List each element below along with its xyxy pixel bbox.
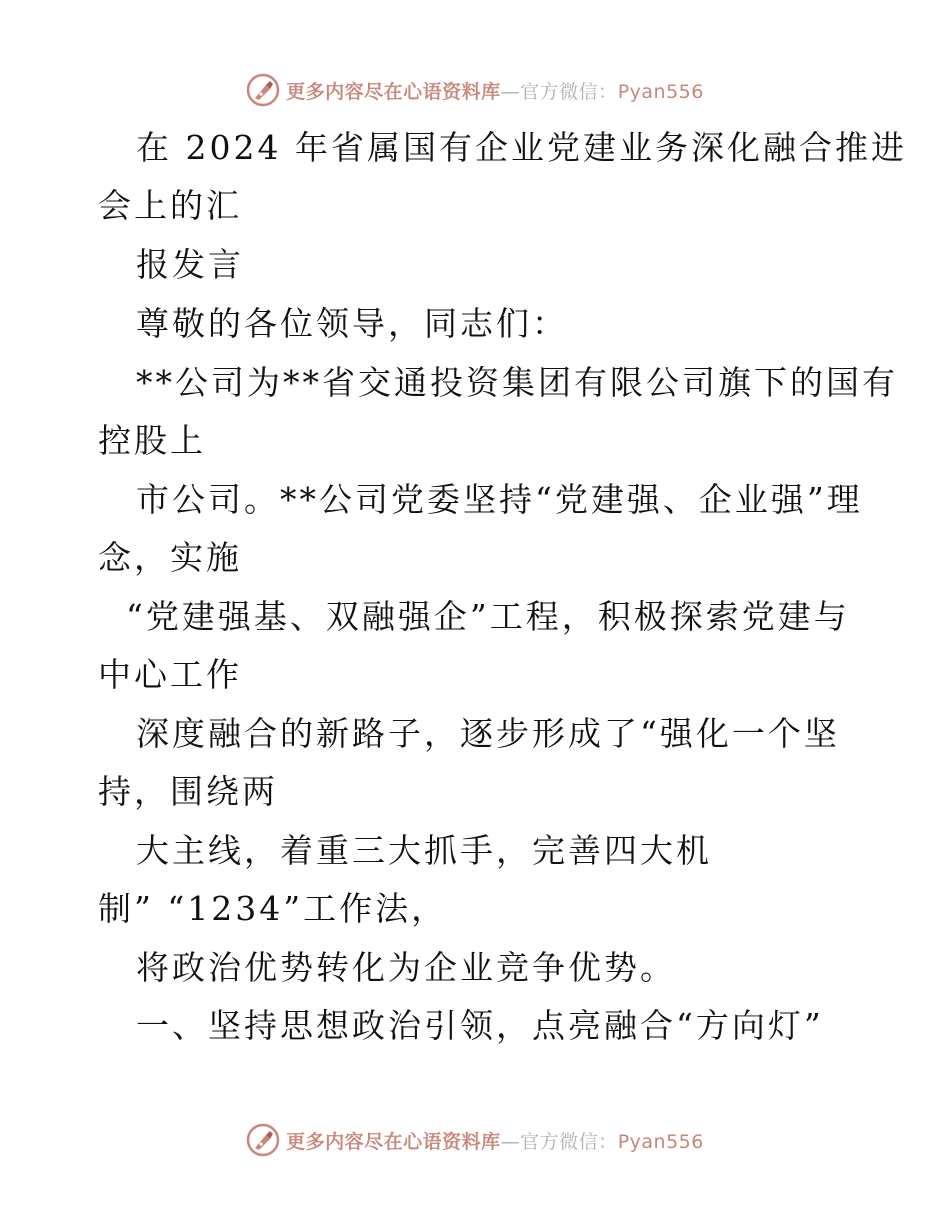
paragraph-line: 持，围绕两 (98, 772, 278, 811)
watermark-main: 更多内容尽在心语资料库 (286, 80, 501, 103)
watermark-official-label: 官方微信： (520, 80, 618, 103)
paragraph-line: 制” “1234”工作法， (98, 889, 448, 928)
paragraph-line: 控股上 (98, 421, 206, 460)
paragraph-line: 中心工作 (98, 655, 242, 694)
paragraph-line: 会上的汇 (98, 186, 242, 225)
watermark-official-label: 官方微信： (520, 1130, 618, 1153)
pen-nib-logo-icon (246, 1123, 280, 1157)
watermark-main: 更多内容尽在心语资料库 (286, 1130, 501, 1153)
paragraph-line: 报发言 (136, 245, 244, 284)
watermark-wechat-id: Pyan556 (617, 80, 704, 103)
paragraph-line: 将政治优势转化为企业竞争优势。 (136, 948, 676, 987)
watermark-text (286, 1127, 704, 1154)
paragraph-line: **公司为**省交通投资集团有限公司旗下的国有 (136, 363, 898, 402)
watermark-wechat-id: Pyan556 (617, 1130, 704, 1153)
paragraph-line: 念，实施 (98, 538, 242, 577)
watermark-separator: — (500, 80, 521, 103)
paragraph-line: “党建强基、双融强企”工程，积极探索党建与 (126, 597, 850, 636)
watermark-separator: — (500, 1130, 521, 1153)
paragraph-line: 尊敬的各位领导，同志们： (136, 304, 568, 343)
pen-nib-logo-icon (246, 73, 280, 107)
watermark-banner-bottom (0, 1120, 950, 1160)
paragraph-line: 市公司。**公司党委坚持“党建强、企业强”理 (136, 480, 863, 519)
watermark-text (286, 77, 704, 104)
paragraph-line: 深度融合的新路子，逐步形成了“强化一个坚 (136, 714, 840, 753)
paragraph-line: 大主线，着重三大抓手，完善四大机 (136, 831, 712, 870)
paragraph-line: 在 2024 年省属国有企业党建业务深化融合推进 (136, 128, 907, 167)
section-heading: 一、坚持思想政治引领，点亮融合“方向灯” (136, 1006, 824, 1045)
watermark-banner-top (0, 70, 950, 110)
